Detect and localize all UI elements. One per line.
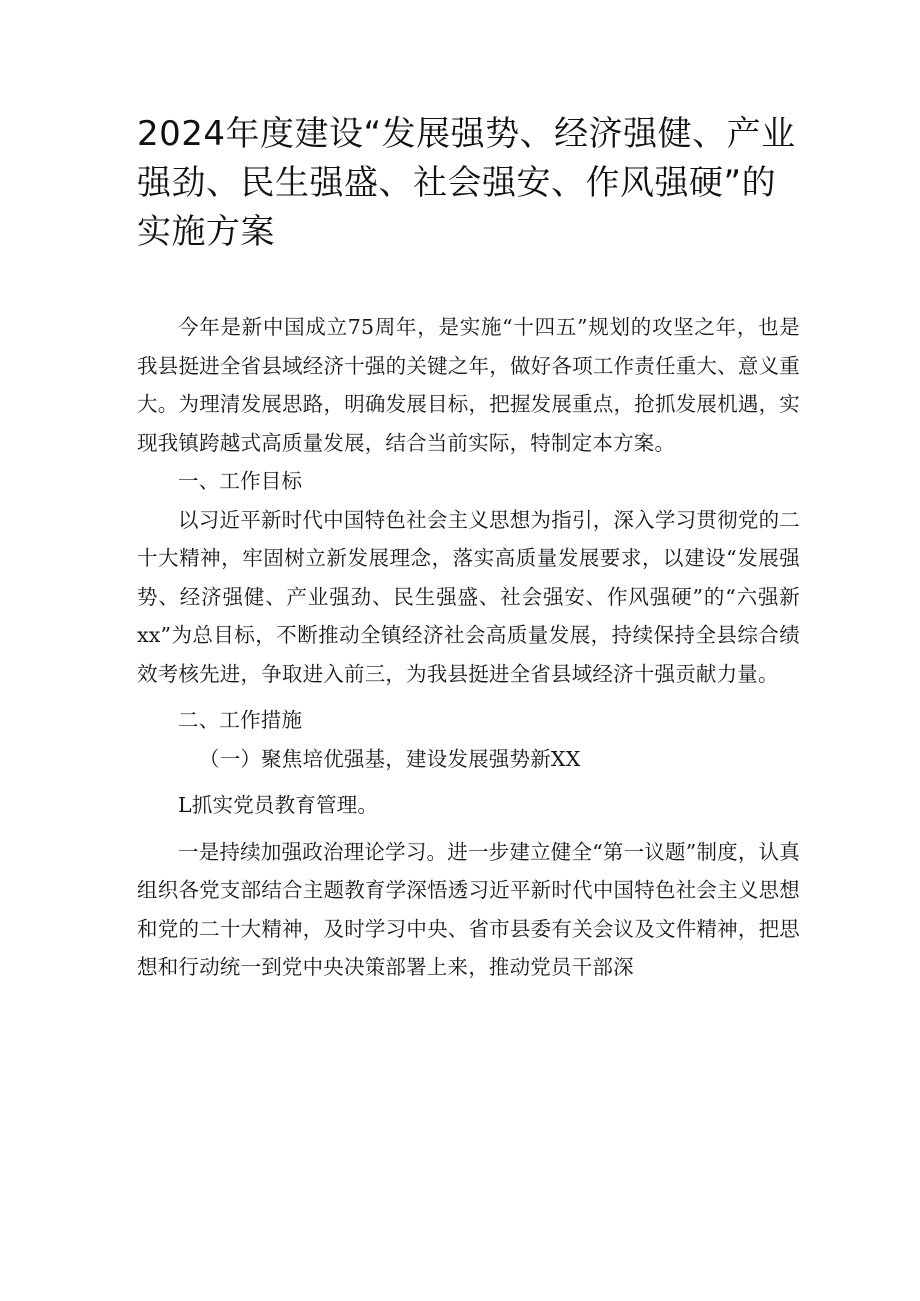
goals-paragraph: 以习近平新时代中国特色社会主义思想为指引，深入学习贯彻党的二十大精神，牢固树立新发展理念，落实高质量发展要求，以建设“发展强势、经济强健、产业强劲、民生强盛、社会强安、作风强硬”的“六强新xx”为总目标，不断推动全镇经济社会高质量发展，持续保持全县综合绩效考核先进，争取进入前三，为我县挺进全省县域经济十强贡献力量。 bbox=[137, 507, 800, 686]
subsection-heading-1: （一）聚焦培优强基，建设发展强势新XX bbox=[199, 746, 581, 771]
document-title: 2024年度建设“发展强势、经济强健、产业强劲、民生强盛、社会强安、作风强硬”的实施方案 bbox=[137, 114, 796, 252]
section-heading-goals: 一、工作目标 bbox=[178, 469, 303, 493]
intro-paragraph: 今年是新中国成立75周年，是实施“十四五”规划的攻坚之年，也是我县挺进全省县域经济十强的关键之年，做好各项工作责任重大、意义重大。为理清发展思路，明确发展目标，把握发展重点，抢抓发展机遇，实现我镇跨越式高质量发展，结合当前实际，特制定本方案。 bbox=[137, 315, 800, 455]
measure-paragraph-1: 一是持续加强政治理论学习。进一步建立健全“第一议题”制度，认真组织各党支部结合主题教育学深悟透习近平新时代中国特色社会主义思想和党的二十大精神，及时学习中央、省市县委有关会议及文件精神，把思想和行动统一到党中央决策部署上来，推动党员干部深 bbox=[137, 839, 800, 979]
section-heading-measures: 二、工作措施 bbox=[178, 708, 303, 732]
document-body bbox=[137, 308, 800, 987]
item-heading-1: L抓实党员教育管理。 bbox=[178, 793, 379, 817]
